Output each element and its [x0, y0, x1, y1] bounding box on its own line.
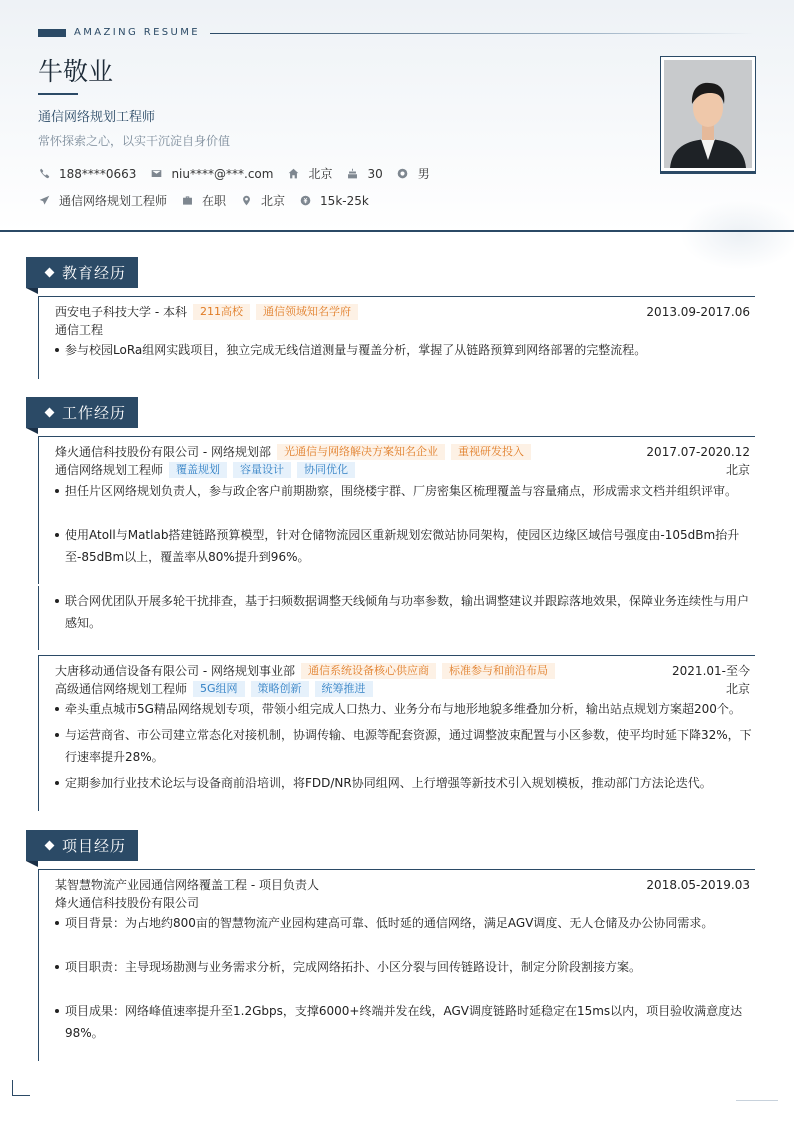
section-title-text: 教育经历 [62, 264, 127, 282]
section-title-text: 工作经历 [62, 404, 127, 422]
job-city: 北京 [725, 463, 750, 477]
job-bullet: 联合网优团队开展多轮干扰排查，基于扫频数据调整天线倾角与功率参数，输出调整建议并跟踪落地效果，保障业务连续性与用户感知。 [55, 590, 752, 634]
gender-info [397, 165, 430, 182]
job-2-role-line [55, 680, 750, 697]
project-company-line [55, 894, 750, 911]
intent-city-value: 北京 [261, 194, 286, 208]
job-intent-row [38, 192, 383, 209]
education-header-line [55, 303, 750, 320]
job-1-role-line [55, 461, 750, 478]
project-header-line [55, 876, 750, 893]
school-name: 西安电子科技大学 - 本科 [55, 305, 187, 319]
job-bullet: 与运营商省、市公司建立常态化对接机制，协调传输、电源等配套资源，通过调整波束配置与小区参数，使平均时延下降32%，下行速率提升28%。 [55, 724, 752, 768]
status-value: 在职 [202, 194, 227, 208]
role-tag: 覆盖规划 [169, 462, 227, 478]
intent-city-info [240, 192, 285, 209]
job-role: 高级通信网络规划工程师 [55, 682, 188, 696]
diamond-icon [45, 408, 55, 418]
gender-value: 男 [417, 167, 430, 181]
salary-icon [299, 195, 311, 207]
role-tag: 协同优化 [297, 462, 355, 478]
education-major-line [55, 321, 750, 338]
brand-divider [210, 33, 754, 34]
candidate-name: 牛敬业 [38, 57, 114, 86]
job-city: 北京 [725, 682, 750, 696]
job-2-header-line [55, 662, 750, 679]
company-tag: 光通信与网络解决方案知名企业 [277, 444, 445, 460]
corner-line [736, 1100, 778, 1101]
section-title-work [26, 397, 138, 428]
role-tag: 5G组网 [193, 681, 245, 697]
job-company: 烽火通信科技股份有限公司 - 网络规划部 [55, 445, 271, 459]
phone-value: 188****0663 [59, 166, 137, 181]
intent-position-info [38, 192, 167, 209]
send-icon [38, 195, 50, 207]
contact-info-row [38, 165, 444, 182]
job-bullet: 担任片区网络规划负责人，参与政企客户前期勘察，围绕楼宇群、厂房密集区梳理覆盖与容量痛点，形成需求文档并组织评审。 [55, 480, 752, 502]
home-icon [287, 168, 299, 180]
home-city-value: 北京 [308, 167, 333, 181]
diamond-icon [45, 268, 55, 278]
mail-icon [150, 168, 162, 180]
photo-base-bar [660, 171, 756, 174]
section-title-text: 项目经历 [62, 837, 127, 855]
job-bullet: 定期参加行业技术论坛与设备商前沿培训，将FDD/NR协同组网、上行增强等新技术引入规划模板，推动部门方法论迭代。 [55, 772, 752, 794]
education-bullet: 参与校园LoRa组网实践项目，独立完成无线信道测量与覆盖分析，掌握了从链路预算到网络部署的完整流程。 [55, 339, 752, 361]
project-company: 烽火通信科技股份有限公司 [55, 896, 200, 910]
salary-info [299, 194, 369, 208]
profile-photo [664, 60, 752, 168]
motto: 常怀探索之心，以实干沉淀自身价值 [38, 134, 231, 148]
bullet-divider [38, 722, 39, 770]
project-bullet: 项目职责：主导现场勘测与业务需求分析，完成网络拓扑、小区分裂与回传链路设计，制定分阶段割接方案。 [55, 956, 752, 978]
project-period: 2018.05-2019.03 [646, 877, 750, 892]
salary-value: 15k-25k [320, 193, 369, 208]
major: 通信工程 [55, 323, 104, 337]
home-info [287, 165, 332, 182]
section-title-projects [26, 830, 138, 861]
status-info [181, 192, 226, 209]
diamond-icon [45, 841, 55, 851]
email-value: niu****@***.com [171, 166, 274, 181]
age-value: 30 [367, 166, 383, 181]
role-tag: 策略创新 [251, 681, 309, 697]
job-bullet: 牵头重点城市5G精品网络规划专项，带领小组完成人口热力、业务分布与地形地貌多维叠加分析，输出站点规划方案超200个。 [55, 698, 752, 720]
decorative-glow [680, 200, 794, 270]
job-role: 通信网络规划工程师 [55, 463, 164, 477]
company-tag: 重视研发投入 [451, 444, 531, 460]
name-underline [38, 93, 78, 95]
school-tag: 通信领域知名学府 [256, 304, 358, 320]
project-name-role: 某智慧物流产业园通信网络覆盖工程 - 项目负责人 [55, 878, 319, 892]
project-bullet: 项目成果：网络峰值速率提升至1.2Gbps，支撑6000+终端并发在线，AGV调度链路时延稳定在15ms以内，项目验收满意度达98%。 [55, 1000, 752, 1044]
education-period: 2013.09-2017.06 [646, 304, 750, 319]
job-period: 2017.07-2020.12 [646, 444, 750, 459]
phone-info [38, 167, 136, 181]
header-divider [0, 230, 794, 232]
bullet-divider [38, 952, 39, 998]
phone-icon [38, 168, 50, 180]
job-title: 通信网络规划工程师 [38, 110, 156, 125]
brand-label: AMAZING RESUME [74, 27, 200, 38]
section-title-education [26, 257, 138, 288]
bullet-divider [38, 520, 39, 584]
job-company: 大唐移动通信设备有限公司 - 网络规划事业部 [55, 664, 295, 678]
company-tag: 标准参与和前沿布局 [442, 663, 555, 679]
job-period: 2021.01-至今 [672, 664, 750, 678]
location-pin-icon [240, 195, 252, 207]
job-bullet: 使用Atoll与Matlab搭建链路预算模型，针对仓储物流园区重新规划宏微站协同架构，使园区边缘区域信号强度由-105dBm抬升至-85dBm以上，覆盖率从80%提升到96%。 [55, 524, 752, 568]
email-info [150, 167, 273, 181]
briefcase-icon [181, 195, 193, 207]
company-tag: 通信系统设备核心供应商 [301, 663, 436, 679]
bullet-divider [38, 586, 39, 650]
cake-icon [346, 168, 358, 180]
intent-position-value: 通信网络规划工程师 [59, 194, 168, 208]
role-tag: 容量设计 [233, 462, 291, 478]
school-tag: 211高校 [193, 304, 250, 320]
gender-icon [397, 168, 409, 180]
project-bullet: 项目背景：为占地约800亩的智慧物流产业园构建高可靠、低时延的通信网络，满足AGV调度、无人仓储及办公协同需求。 [55, 912, 752, 934]
job-1-header-line [55, 443, 750, 460]
corner-mark [12, 1080, 30, 1096]
age-info [346, 167, 382, 181]
role-tag: 统筹推进 [315, 681, 373, 697]
brand-bar [38, 29, 66, 37]
